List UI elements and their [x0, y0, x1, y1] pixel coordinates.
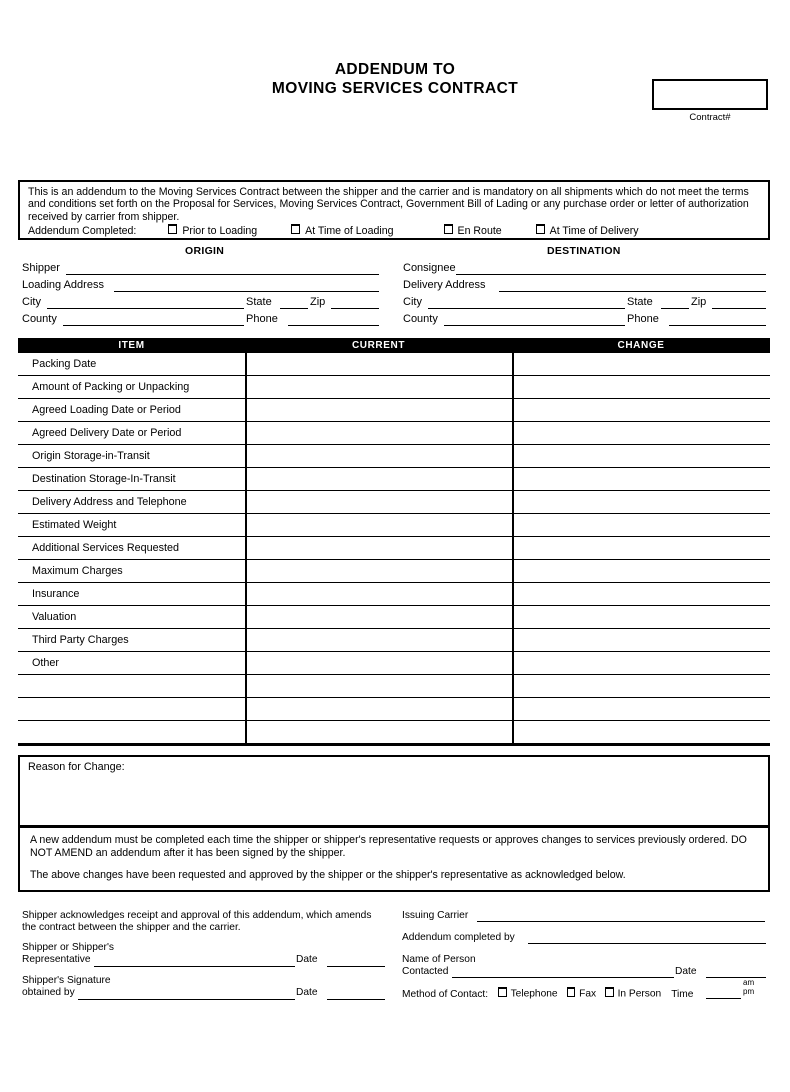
checkbox-fax[interactable]: [567, 987, 596, 1000]
issuing-carrier-input[interactable]: [477, 921, 765, 922]
table-cell-current[interactable]: [245, 353, 512, 375]
origin-heading: ORIGIN: [185, 245, 225, 257]
table-cell-change[interactable]: [512, 376, 770, 398]
table-cell-change[interactable]: [512, 422, 770, 444]
addendum-completed-row: [28, 224, 762, 237]
table-column-divider-2: [512, 353, 514, 744]
contacted-date-input[interactable]: [706, 977, 766, 978]
time-input[interactable]: [706, 998, 741, 999]
checkbox-prior-to-loading[interactable]: [168, 224, 257, 237]
shipper-representative-date-input[interactable]: [327, 966, 385, 967]
table-cell-item: [18, 675, 245, 697]
table-row: [18, 583, 770, 606]
table-cell-item: Amount of Packing or Unpacking: [32, 381, 190, 393]
checkbox-telephone[interactable]: [498, 987, 558, 1000]
table-cell-item: Packing Date: [32, 358, 97, 370]
addendum-completed-by-input[interactable]: [528, 943, 766, 944]
table-column-divider-1: [245, 353, 247, 744]
table-cell-change[interactable]: [512, 514, 770, 536]
destination-phone-label: Phone: [627, 313, 659, 325]
destination-delivery-address-label: Delivery Address: [403, 279, 486, 291]
checkbox-label: Fax: [579, 988, 597, 1000]
checkbox-label: Prior to Loading: [182, 225, 258, 238]
table-cell-current[interactable]: [245, 698, 512, 720]
shipper-signature-input[interactable]: [78, 999, 295, 1000]
shipper-acknowledgement-line-2: the contract between the shipper and the carrier.: [22, 922, 241, 933]
contacted-date-label: Date: [675, 966, 697, 977]
shipper-signature-date-input[interactable]: [327, 999, 385, 1000]
table-cell-change[interactable]: [512, 583, 770, 605]
statement-box: [18, 826, 770, 892]
table-cell-item: Agreed Delivery Date or Period: [32, 427, 182, 439]
table-cell-item: Origin Storage-in-Transit: [32, 450, 150, 462]
table-header-change: CHANGE: [617, 340, 665, 351]
table-cell-current[interactable]: [245, 560, 512, 582]
table-cell-item: [18, 698, 245, 720]
origin-shipper-input[interactable]: [66, 274, 379, 275]
name-of-person-contacted-input[interactable]: [452, 977, 674, 978]
shipper-signature-date-label: Date: [296, 987, 318, 998]
table-cell-change[interactable]: [512, 721, 770, 743]
checkbox-label: In Person: [617, 988, 662, 1000]
shipper-signature-label-2: obtained by: [22, 987, 75, 998]
origin-loading-address-label: Loading Address: [22, 279, 104, 291]
table-row: [18, 560, 770, 583]
table-cell-change[interactable]: [512, 560, 770, 582]
table-body: [18, 353, 770, 746]
table-cell-current[interactable]: [245, 468, 512, 490]
destination-city-label: City: [403, 296, 422, 308]
reason-for-change-label: Reason for Change:: [28, 761, 125, 773]
checkbox-icon: [444, 224, 453, 234]
table-cell-change[interactable]: [512, 629, 770, 651]
statement-paragraph-1: A new addendum must be completed each time the shipper or shipper's representative requests or approves changes to services previously ordered. DO NOT AMEND an addendum after it has been signed by the shipper.: [30, 834, 747, 859]
checkbox-label: At Time of Loading: [305, 225, 394, 238]
table-cell-current[interactable]: [245, 629, 512, 651]
table-cell-change[interactable]: [512, 675, 770, 697]
origin-shipper-label: Shipper: [22, 262, 60, 274]
table-cell-current[interactable]: [245, 445, 512, 467]
statement-paragraph-2: The above changes have been requested and approved by the shipper or the shipper's representative as acknowledged below.: [30, 869, 626, 882]
destination-state-input[interactable]: [661, 308, 689, 309]
table-row: [18, 721, 770, 744]
am-label: am: [743, 978, 755, 987]
table-cell-item: Additional Services Requested: [32, 542, 180, 554]
table-cell-item: Third Party Charges: [32, 634, 129, 646]
table-cell-current[interactable]: [245, 652, 512, 674]
addendum-completed-by-label: Addendum completed by: [402, 932, 515, 943]
shipper-representative-input[interactable]: [94, 966, 295, 967]
shipper-representative-date-label: Date: [296, 954, 318, 965]
origin-loading-address-input[interactable]: [114, 291, 379, 292]
table-header-current: CURRENT: [351, 340, 406, 351]
table-cell-change[interactable]: [512, 445, 770, 467]
table-cell-change[interactable]: [512, 491, 770, 513]
checkbox-icon: [498, 987, 507, 997]
shipper-representative-label-1: Shipper or Shipper's: [22, 942, 114, 953]
table-row: [18, 491, 770, 514]
destination-consignee-label: Consignee: [403, 262, 456, 274]
addendum-notice-text: This is an addendum to the Moving Services Contract between the shipper and the carrier and is mandatory on all shipments which do not meet the terms and conditions set forth on the Proposal for Services, Moving Services Contract, Government Bill of Lading or any purchase order or letter of authorization received by carrier from shipper.: [28, 186, 749, 223]
table-cell-current[interactable]: [245, 675, 512, 697]
table-cell-current[interactable]: [245, 491, 512, 513]
time-label: Time: [671, 988, 694, 1000]
contract-number-field[interactable]: [652, 79, 768, 110]
table-cell-change[interactable]: [512, 399, 770, 421]
checkbox-icon: [168, 224, 177, 234]
table-cell-item: Insurance: [32, 588, 80, 600]
table-cell-current[interactable]: [245, 537, 512, 559]
checkbox-label: Telephone: [510, 988, 558, 1000]
table-row: [18, 399, 770, 422]
checkbox-at-time-of-loading[interactable]: [291, 224, 393, 237]
origin-phone-input[interactable]: [288, 325, 379, 326]
checkbox-en-route[interactable]: [444, 224, 502, 237]
table-cell-item: Delivery Address and Telephone: [32, 496, 187, 508]
origin-city-input[interactable]: [47, 308, 244, 309]
destination-zip-label: Zip: [691, 296, 707, 308]
table-cell-item: Agreed Loading Date or Period: [32, 404, 181, 416]
origin-zip-input[interactable]: [331, 308, 379, 309]
destination-city-input[interactable]: [428, 308, 625, 309]
contract-number-label: Contract#: [689, 112, 731, 123]
table-cell-current[interactable]: [245, 721, 512, 743]
table-row: [18, 652, 770, 675]
shipper-signature-label-1: Shipper's Signature: [22, 975, 111, 986]
title-line-1: ADDENDUM TO: [334, 61, 456, 78]
checkbox-label: En Route: [457, 225, 502, 238]
name-of-person-contacted-label-1: Name of Person: [402, 954, 476, 965]
table-cell-item: Maximum Charges: [32, 565, 123, 577]
name-of-person-contacted-label-2: Contacted: [402, 966, 449, 977]
table-row: [18, 537, 770, 560]
origin-county-input[interactable]: [63, 325, 244, 326]
destination-county-label: County: [403, 313, 438, 325]
checkbox-icon: [536, 224, 545, 234]
issuing-carrier-label: Issuing Carrier: [402, 910, 469, 921]
destination-phone-input[interactable]: [669, 325, 766, 326]
destination-heading: DESTINATION: [547, 245, 621, 257]
changes-table: [18, 338, 770, 746]
table-row: [18, 445, 770, 468]
table-row: [18, 514, 770, 537]
table-header-item: ITEM: [118, 340, 145, 351]
table-cell-current[interactable]: [245, 422, 512, 444]
destination-consignee-input[interactable]: [456, 274, 766, 275]
table-cell-current[interactable]: [245, 583, 512, 605]
table-row: [18, 606, 770, 629]
table-cell-change[interactable]: [512, 468, 770, 490]
checkbox-icon: [567, 987, 576, 997]
checkbox-icon: [605, 987, 614, 997]
table-cell-item: [18, 721, 245, 743]
table-row: [18, 353, 770, 376]
method-of-contact-row: [402, 987, 693, 1000]
table-cell-item: Valuation: [32, 611, 77, 623]
table-cell-item: Other: [32, 657, 60, 669]
destination-county-input[interactable]: [444, 325, 625, 326]
checkbox-label: At Time of Delivery: [549, 225, 639, 238]
origin-zip-label: Zip: [310, 296, 326, 308]
table-cell-current[interactable]: [245, 399, 512, 421]
addendum-notice-box: [18, 180, 770, 240]
origin-county-label: County: [22, 313, 57, 325]
origin-city-label: City: [22, 296, 41, 308]
table-row: [18, 422, 770, 445]
checkbox-at-time-of-delivery[interactable]: [536, 224, 639, 237]
table-cell-item: Destination Storage-In-Transit: [32, 473, 176, 485]
table-row: [18, 468, 770, 491]
table-cell-change[interactable]: [512, 606, 770, 628]
table-cell-current[interactable]: [245, 514, 512, 536]
origin-state-input[interactable]: [280, 308, 308, 309]
table-cell-change[interactable]: [512, 537, 770, 559]
title-line-2: MOVING SERVICES CONTRACT: [271, 80, 519, 97]
table-row: [18, 376, 770, 399]
shipper-acknowledgement-line-1: Shipper acknowledges receipt and approval of this addendum, which amends: [22, 910, 372, 921]
table-row: [18, 675, 770, 698]
table-row: [18, 698, 770, 721]
pm-label: pm: [743, 987, 755, 996]
origin-state-label: State: [246, 296, 272, 308]
table-cell-change[interactable]: [512, 698, 770, 720]
table-cell-current[interactable]: [245, 376, 512, 398]
destination-delivery-address-input[interactable]: [499, 291, 766, 292]
method-of-contact-label: Method of Contact:: [402, 988, 489, 1000]
table-row: [18, 629, 770, 652]
checkbox-icon: [291, 224, 300, 234]
destination-state-label: State: [627, 296, 653, 308]
origin-phone-label: Phone: [246, 313, 278, 325]
table-cell-current[interactable]: [245, 606, 512, 628]
destination-zip-input[interactable]: [712, 308, 766, 309]
shipper-representative-label-2: Representative: [22, 954, 91, 965]
reason-for-change-box[interactable]: [18, 755, 770, 827]
addendum-completed-label: Addendum Completed:: [28, 225, 137, 238]
table-header-row: [18, 338, 770, 353]
checkbox-in-person[interactable]: [605, 987, 661, 1000]
table-cell-change[interactable]: [512, 353, 770, 375]
table-cell-change[interactable]: [512, 652, 770, 674]
table-cell-item: Estimated Weight: [32, 519, 117, 531]
